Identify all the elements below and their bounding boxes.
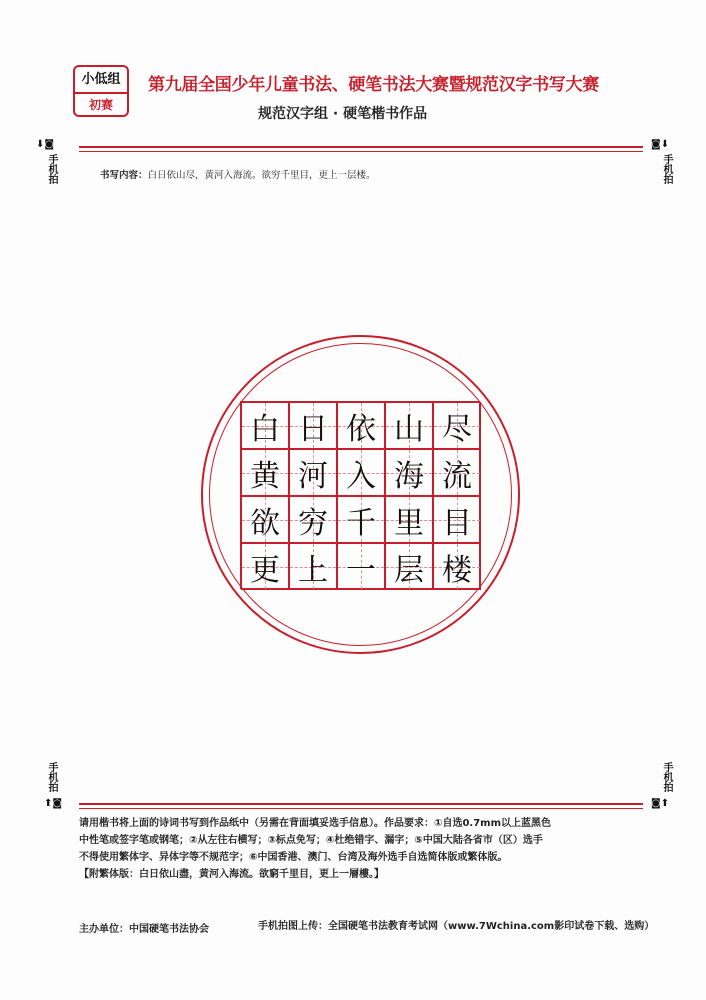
camera-icon: ◙ (651, 139, 661, 150)
grid-cell: 千 (337, 496, 385, 543)
writing-grid (240, 401, 480, 589)
camera-icon: ◙ (52, 798, 63, 809)
page-subtitle: 规范汉字组 · 硬笔楷书作品 (258, 106, 428, 122)
photo-label-top-left: 手机拍 (46, 154, 57, 184)
instructions-line: 请用楷书将上面的诗词书写到作品纸中（另需在背面填妥选手信息）。作品要求：①自选0.7mm以上蓝黑色 (79, 818, 552, 829)
grid-cell: 黄 (241, 449, 289, 496)
round-label: 初赛 (88, 98, 113, 112)
grid-cell: 入 (337, 449, 385, 496)
camera-icon: ◙ (651, 798, 661, 809)
photo-label-top-right: 手机拍 (661, 154, 672, 184)
grid-cell: 日 (289, 402, 337, 449)
grid-cell: 山 (385, 402, 433, 449)
arrow-up-icon: ⬆ (660, 798, 670, 809)
instructions (79, 815, 643, 883)
grid-cell: 依 (337, 402, 385, 449)
grid-cell: 穷 (289, 496, 337, 543)
photo-marker-top-left (36, 139, 54, 150)
photo-marker-top-right (651, 139, 669, 150)
grid-cell: 里 (385, 496, 433, 543)
grid-cell: 楼 (433, 543, 481, 590)
grid-cell: 白 (241, 402, 289, 449)
content-line (100, 167, 376, 181)
instructions-line: 中性笔或签字笔或钢笔；②从左往右横写；③标点免写；④杜绝错字、漏字；⑤中国大陆各省市（区）选手 (79, 835, 543, 846)
content-label: 书写内容： (100, 170, 148, 181)
content-value: 白日依山尽，黄河入海流。欲穷千里目，更上一层楼。 (147, 170, 376, 181)
grid-cell: 上 (289, 543, 337, 590)
upload-text: 手机拍图上传：全国硬笔书法教育考试网（www.7Wchina.com影印试卷下载、选购） (258, 921, 655, 932)
grid-cell: 欲 (241, 496, 289, 543)
top-divider (79, 146, 643, 152)
group-badge (73, 65, 129, 117)
page-title: 第九届全国少年儿童书法、硬笔书法大赛暨规范汉字书写大赛 (148, 75, 599, 95)
arrow-down-icon: ⬇ (36, 139, 45, 150)
arrow-up-icon: ⬆ (44, 798, 53, 809)
photo-label-bottom-right: 手机拍 (661, 762, 672, 792)
arrow-down-icon: ⬇ (660, 139, 670, 150)
grid-cell: 流 (433, 449, 481, 496)
camera-icon: ◙ (44, 139, 55, 150)
grid-cell: 层 (385, 543, 433, 590)
grid-cell: 尽 (433, 402, 481, 449)
photo-label-bottom-left: 手机拍 (46, 762, 57, 792)
instructions-line: 不得使用繁体字、异体字等不规范字；⑥中国香港、澳门、台湾及海外选手自选简体版或繁体版。 (79, 852, 508, 863)
organizer-text: 主办单位：中国硬笔书法协会 (79, 924, 209, 935)
group-label: 小低组 (75, 67, 127, 94)
photo-marker-bottom-right (651, 798, 669, 809)
grid-cell: 一 (337, 543, 385, 590)
photo-marker-bottom-left (44, 798, 62, 809)
instructions-line: 【附繁体版：白日依山盡，黄河入海流。欲窮千里目，更上一層樓。】 (79, 869, 384, 880)
grid-cell: 河 (289, 449, 337, 496)
grid-cell: 目 (433, 496, 481, 543)
bottom-divider (79, 803, 643, 809)
grid-cell: 海 (385, 449, 433, 496)
grid-cell: 更 (241, 543, 289, 590)
